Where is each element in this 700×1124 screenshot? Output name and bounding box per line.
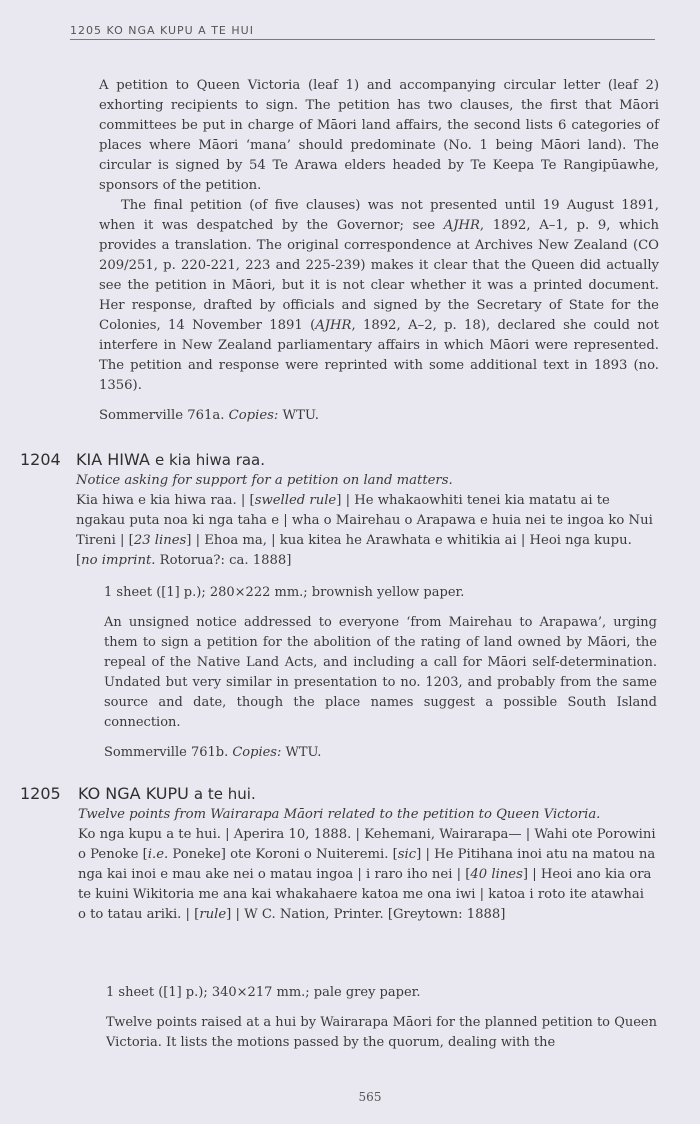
entry-1204-reference: Sommerville 761b. Copies: WTU. [104,745,322,760]
entry-1204-transcription: Kia hiwa e kia hiwa raa. | [swelled rule] | He whakaowhiti tenei kia matatu ai te ngakau puta noa ki nga taha e | wha o Mairehau o Arapawa e huia nei te ingoa ko Nui Tireni | [23 lines] | Ehoa ma, | kua kitea he Arawhata e whitikia ai | Heoi nga kupu. [no imprint. Rotorua?: ca. 1888] [76,493,653,568]
entry-1205-physical: 1 sheet ([1] p.); 340×217 mm.; pale grey paper. [106,985,421,1000]
entry-1204-note: An unsigned notice addressed to everyone ‘from Mairehau to Arapawa’, urging them to sign a petition for the abolition of the rating of land owned by Māori, the repeal of the Native Land Acts, and including a call for Māori self-determination. Undated but very similar in presentation to no. 1203, and probably from the same source and date, though the place names suggest a possible South Island connection. [104,615,657,730]
page-number: 565 [358,1090,382,1104]
entry-1205-body [78,805,656,925]
entry-1204-physical: 1 sheet ([1] p.); 280×222 mm.; brownish yellow paper. [104,585,465,600]
running-head: 1205 KO NGA KUPU A TE HUI [70,24,655,40]
entry-1205-note: Twelve points raised at a hui by Wairarapa Māori for the planned petition to Queen Victoria. It lists the motions passed by the quorum, dealing with the [106,1015,657,1050]
entry-1203-body [99,76,659,426]
entry-1204-notes [104,583,657,763]
entry-1203-reference: Sommerville 761a. Copies: WTU. [99,408,319,423]
entry-1205-transcription: Ko nga kupu a te hui. | Aperira 10, 1888. | Kehemani, Wairarapa— | Wahi ote Porowini o Penoke [i.e. Poneke] ote Koroni o Nuiteremi. [sic] | He Pitihana inoi atu na matou na nga kai inoi e mau ake nei o matau ingoa | i raro iho nei | [40 lines] | Heoi ano kia ora te kuini Wikitoria me ana kai whakahaere katoa me ona iwi | katoa i roto ite atawhai o to tatau ariki. | [rule] | W C. Nation, Printer. [Greytown: 1888] [78,827,656,922]
entry-1205-title: KO NGA KUPU a te hui. [78,784,256,803]
entry-1204-subtitle: Notice asking for support for a petition on land matters. [76,473,453,488]
entry-1203-note: The final petition (of five clauses) was not presented until 19 August 1891, when it was despatched by the Governor; see AJHR, 1892, A–1, p. 9, which provides a translation. The original correspondence at Archives New Zealand (CO 209/251, p. 220-221, 223 and 225-239) makes it clear that the Queen did actually see the petition in Māori, but it is not clear whether it was a printed document. Her response, drafted by officials and signed by the Secretary of State for the Colonies, 14 November 1891 (AJHR, 1892, A–2, p. 18), declared she could not interfere in New Zealand parliamentary affairs in which Māori were represented. The petition and response were reprinted with some additional text in 1893 (no. 1356). [99,198,659,393]
entry-1205-number: 1205 [20,784,61,803]
entry-1203-description: A petition to Queen Victoria (leaf 1) and accompanying circular letter (leaf 2) exhorting recipients to sign. The petition has two clauses, the first that Māori committees be put in charge of Māori land affairs, the second lists 6 categories of places where Māori ‘mana’ should predominate (No. 1 being Māori land). The circular is signed by 54 Te Arawa elders headed by Te Keepa Te Rangipūawhe, sponsors of the petition. [99,78,659,193]
entry-1204-body [76,471,656,571]
entry-1204-title: KIA HIWA e kia hiwa raa. [76,450,266,469]
entry-1205-notes [106,983,657,1053]
entry-1205-subtitle: Twelve points from Wairarapa Māori related to the petition to Queen Victoria. [78,807,601,822]
entry-1204-number: 1204 [20,450,61,469]
